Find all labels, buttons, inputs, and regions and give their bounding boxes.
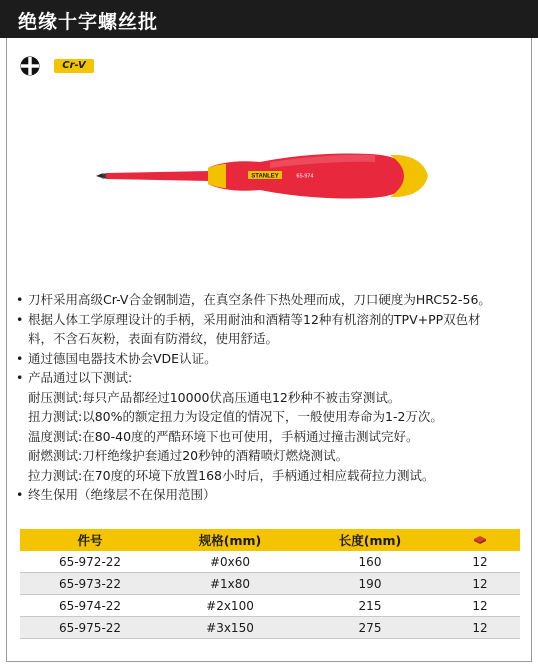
feature-item: • 通过德国电器技术协会VDE认证。 <box>16 349 526 369</box>
feature-item: • 产品通过以下测试: <box>16 368 526 388</box>
cell-spec: #3x150 <box>160 617 300 639</box>
feature-item: • 根据人体工学原理设计的手柄，采用耐油和酒精等12种有机溶剂的TPV+PP双色材 <box>16 310 526 330</box>
table-row <box>20 595 520 617</box>
cell-length: 160 <box>300 551 440 573</box>
table-row <box>20 551 520 573</box>
feature-item: • 刀杆采用高级Cr-V合金钢制造，在真空条件下热处理而成，刀口硬度为HRC52-56。 <box>16 290 526 310</box>
test-item: 拉力测试:在70度的环境下放置168小时后，手柄通过相应载荷拉力测试。 <box>28 467 435 483</box>
column-header-part-no: 件号 <box>20 529 160 551</box>
phillips-tip-icon <box>20 56 40 76</box>
cell-spec: #1x80 <box>160 573 300 595</box>
table-row <box>20 573 520 595</box>
feature-list <box>16 290 526 505</box>
cell-pack: 12 <box>440 617 520 639</box>
brand-text: STANLEY <box>251 173 279 180</box>
package-icon <box>473 534 487 545</box>
test-item: 耐压测试:每只产品都经过10000伏高压通电12秒种不被击穿测试。 <box>28 389 401 405</box>
cell-spec: #2x100 <box>160 595 300 617</box>
test-item: 耐燃测试:刀杆绝缘护套通过20秒钟的酒精喷灯燃烧测试。 <box>28 448 349 463</box>
cr-v-badge: Cr-V <box>54 59 94 73</box>
cell-pack: 12 <box>440 573 520 595</box>
feature-item-continued: 料，不含石灰粉，表面有防滑纹，使用舒适。 <box>28 331 279 346</box>
column-header-pack <box>440 529 520 551</box>
cell-spec: #0x60 <box>160 551 300 573</box>
table-row <box>20 617 520 639</box>
spec-table <box>20 529 520 639</box>
title-bar <box>0 0 538 38</box>
screwdriver-image <box>90 140 450 210</box>
cell-part-no: 65-975-22 <box>20 617 160 639</box>
test-item: 温度测试:在80-40度的严酷环境下也可使用，手柄通过撞击测试完好。 <box>28 428 419 444</box>
cell-part-no: 65-972-22 <box>20 551 160 573</box>
cell-length: 190 <box>300 573 440 595</box>
cell-part-no: 65-974-22 <box>20 595 160 617</box>
cell-pack: 12 <box>440 551 520 573</box>
cell-length: 275 <box>300 617 440 639</box>
cell-pack: 12 <box>440 595 520 617</box>
column-header-spec: 规格(mm) <box>160 529 300 551</box>
table-header-row <box>20 529 520 551</box>
page-title: 绝缘十字螺丝批 <box>18 11 159 33</box>
model-code-text: 65-974 <box>296 173 314 180</box>
feature-item: • 终生保用（绝缘层不在保用范围） <box>16 485 526 505</box>
cell-part-no: 65-973-22 <box>20 573 160 595</box>
cell-length: 215 <box>300 595 440 617</box>
test-item: 扭力测试:以80%的额定扭力为设定值的情况下，一般使用寿命为1-2万次。 <box>28 409 443 424</box>
column-header-length: 长度(mm) <box>300 529 440 551</box>
